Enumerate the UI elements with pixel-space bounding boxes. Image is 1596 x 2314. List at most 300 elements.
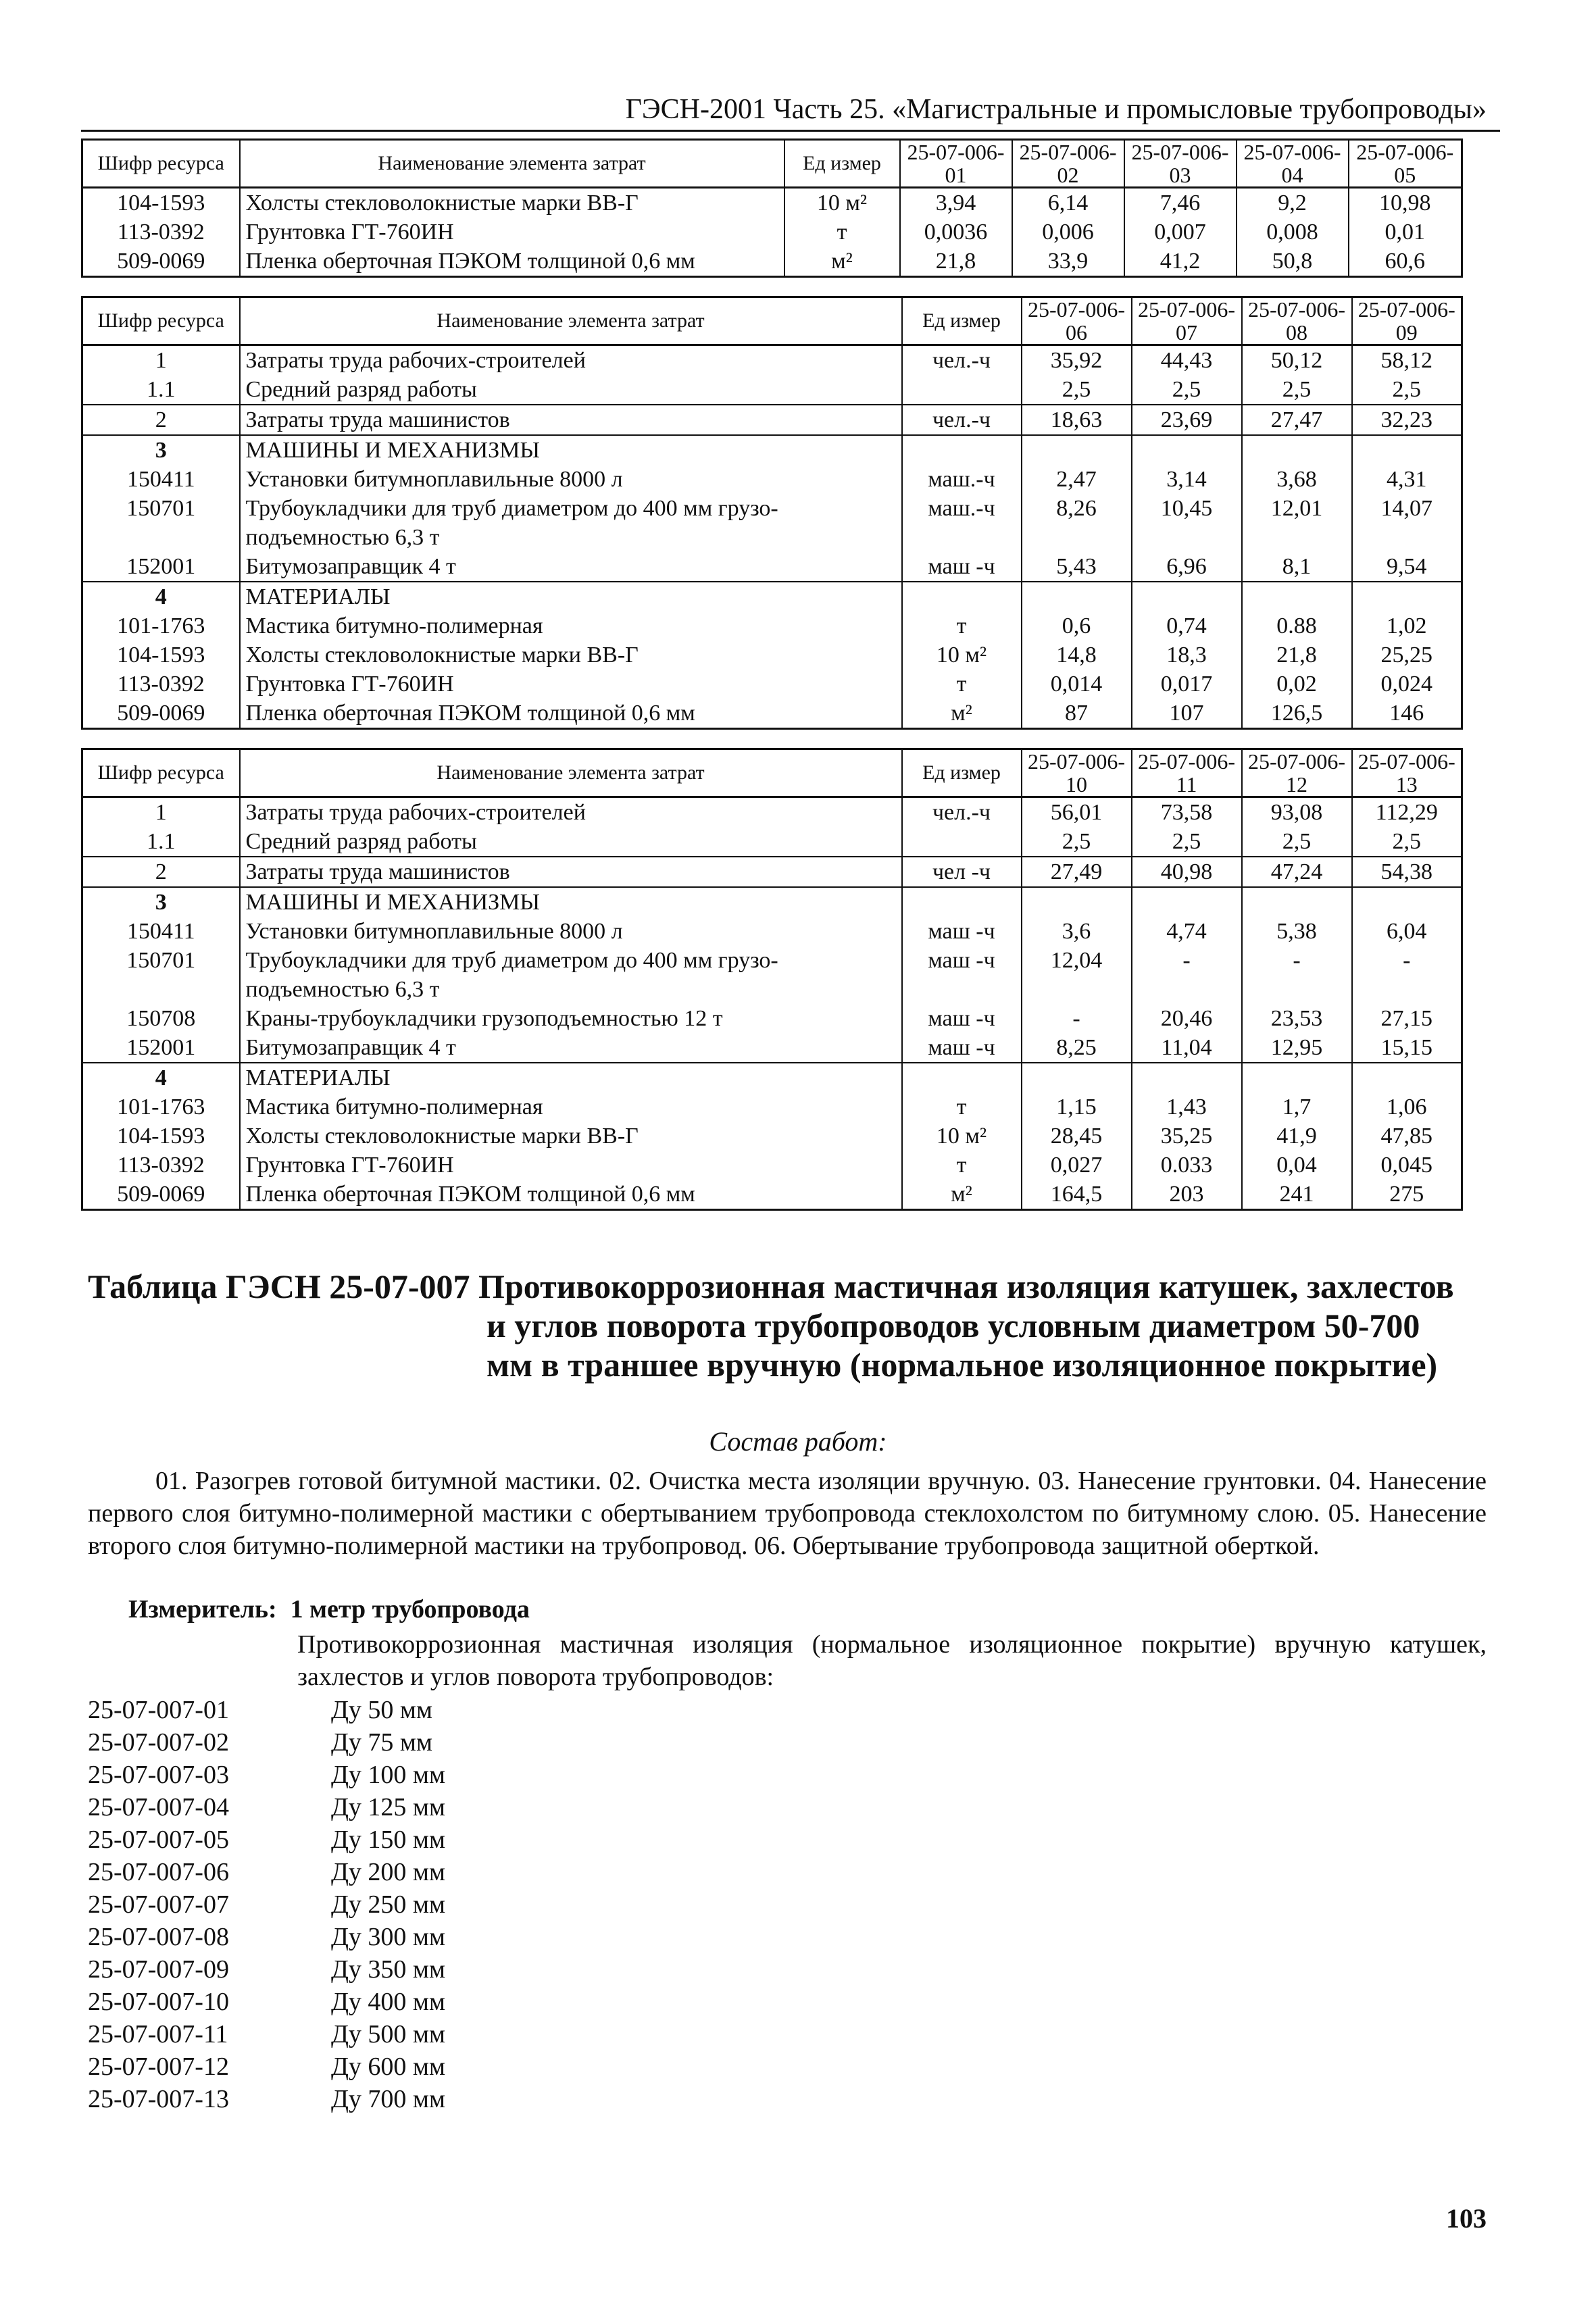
column-header: Наименование элемента затрат [240,749,902,797]
column-header: 25-07-006-10 [1022,749,1132,797]
resource-value: 1,15 [1022,1092,1132,1122]
column-header: 25-07-006-13 [1352,749,1462,797]
resource-name: Пленка оберточная ПЭКОМ толщиной 0,6 мм [240,247,784,277]
resource-name: Установки битумноплавильные 8000 л [240,917,902,946]
item-row [88,2083,445,2115]
resource-value: 2,5 [1352,375,1462,405]
item-code: 25-07-007-12 [88,2053,229,2081]
table-row [82,946,1462,1004]
resource-name: Холсты стекловолокнистые марки ВВ-Г [240,640,902,670]
resource-code: 150708 [82,1004,240,1033]
column-header: Шифр ресурса [82,749,240,797]
resource-value: 18,3 [1132,640,1242,670]
resource-value: 0,01 [1349,218,1462,247]
table-row [82,611,1462,640]
resource-value: 107 [1132,699,1242,729]
table-row [82,640,1462,670]
resource-value: 3,14 [1132,465,1242,494]
resource-code: 101-1763 [82,1092,240,1122]
resource-table-2 [81,296,1463,730]
resource-value: 146 [1352,699,1462,729]
item-list [88,1694,445,2115]
resource-unit: м² [902,1180,1022,1210]
resource-value: 2,5 [1132,375,1242,405]
resource-value [1352,582,1462,611]
item-code: 25-07-007-11 [88,2020,228,2048]
resource-unit: чел.-ч [902,345,1022,376]
resource-name: Холсты стекловолокнистые марки ВВ-Г [240,188,784,218]
column-header: Наименование элемента затрат [240,140,784,188]
resource-unit [902,582,1022,611]
table-header-row [82,140,1462,188]
resource-unit: маш -ч [902,917,1022,946]
resource-value: 0,006 [1012,218,1124,247]
table-row [82,857,1462,887]
resource-value: 44,43 [1132,345,1242,376]
resource-value: 4,74 [1132,917,1242,946]
resource-value [1242,1063,1352,1092]
resource-unit: т [902,1151,1022,1180]
page-number: 103 [1446,2203,1487,2234]
resource-name: Средний разряд работы [240,375,902,405]
resource-value: 50,12 [1242,345,1352,376]
resource-value: 112,29 [1352,797,1462,828]
resource-code: 150701 [82,494,240,552]
resource-value: 14,07 [1352,494,1462,552]
resource-value: 2,47 [1022,465,1132,494]
resource-value: 73,58 [1132,797,1242,828]
resource-code: 1 [82,797,240,828]
column-header: Ед измер [902,297,1022,345]
resource-value: 21,8 [1242,640,1352,670]
column-header: 25-07-006-03 [1124,140,1237,188]
resource-value [1022,435,1132,465]
resource-value [1132,435,1242,465]
resource-value: 27,49 [1022,857,1132,887]
column-header: Шифр ресурса [82,297,240,345]
resource-name: Мастика битумно-полимерная [240,611,902,640]
resource-value: 241 [1242,1180,1352,1210]
resource-unit [902,435,1022,465]
resource-unit: маш -ч [902,946,1022,1004]
resource-code: 152001 [82,552,240,582]
resource-value: 60,6 [1349,247,1462,277]
table-row [82,405,1462,435]
resource-value: 56,01 [1022,797,1132,828]
title-line-2: и углов поворота трубопроводов условным диаметром 50-700 [487,1307,1420,1344]
resource-value: 15,15 [1352,1033,1462,1063]
table-row [82,917,1462,946]
resource-unit: 10 м² [902,640,1022,670]
resource-unit [902,1063,1022,1092]
resource-name: Средний разряд работы [240,827,902,857]
resource-value: 5,38 [1242,917,1352,946]
resource-unit: т [784,218,900,247]
resource-name: Мастика битумно-полимерная [240,1092,902,1122]
resource-unit: маш.-ч [902,465,1022,494]
resource-unit: 10 м² [902,1122,1022,1151]
item-row [88,1888,445,1921]
table-header-row [82,297,1462,345]
resource-unit: м² [902,699,1022,729]
resource-value: 164,5 [1022,1180,1132,1210]
resource-value: 275 [1352,1180,1462,1210]
table-row [82,887,1462,917]
item-code: 25-07-007-06 [88,1858,229,1886]
column-header: 25-07-006-06 [1022,297,1132,345]
column-header: 25-07-006-07 [1132,297,1242,345]
resource-name: Грунтовка ГТ-760ИН [240,670,902,699]
resource-value: 6,04 [1352,917,1462,946]
table-row [82,1151,1462,1180]
resource-value: 21,8 [900,247,1012,277]
table-row [82,188,1462,218]
header-title: ГЭСН-2001 Часть 25. «Магистральные и промысловые трубопроводы» [625,94,1487,125]
resource-value [1132,1063,1242,1092]
resource-value [1022,887,1132,917]
resource-unit: т [902,611,1022,640]
resource-code: 150411 [82,465,240,494]
resource-value: 10,98 [1349,188,1462,218]
resource-name: Битумозаправщик 4 т [240,1033,902,1063]
resource-value: 10,45 [1132,494,1242,552]
resource-name: Затраты труда рабочих-строителей [240,345,902,376]
resource-value: 41,9 [1242,1122,1352,1151]
resource-code: 4 [82,1063,240,1092]
table-row [82,552,1462,582]
item-label: Ду 250 мм [331,1890,446,1919]
meter-label: Измеритель: [128,1595,277,1624]
resource-value: 1,43 [1132,1092,1242,1122]
resource-value: 11,04 [1132,1033,1242,1063]
resource-unit: маш -ч [902,552,1022,582]
resource-value: 93,08 [1242,797,1352,828]
resource-table-3 [81,748,1463,1211]
item-code: 25-07-007-03 [88,1761,229,1789]
meter-value: 1 метр трубопровода [290,1595,530,1624]
resource-value: 0,014 [1022,670,1132,699]
resource-name: Затраты труда рабочих-строителей [240,797,902,828]
resource-name: МАТЕРИАЛЫ [240,582,902,611]
resource-value: 0,04 [1242,1151,1352,1180]
table-row [82,465,1462,494]
table-header-row [82,749,1462,797]
resource-value: - [1352,946,1462,1004]
resource-value: 2,5 [1242,827,1352,857]
resource-value: 9,54 [1352,552,1462,582]
resource-code: 113-0392 [82,670,240,699]
resource-value: 6,96 [1132,552,1242,582]
resource-unit: 10 м² [784,188,900,218]
resource-value [1242,435,1352,465]
table-row [82,1092,1462,1122]
resource-value: 41,2 [1124,247,1237,277]
resource-name: Грунтовка ГТ-760ИН [240,218,784,247]
item-row [88,1921,445,1953]
resource-value: 0,0036 [900,218,1012,247]
resource-code: 2 [82,405,240,435]
resource-code: 150701 [82,946,240,1004]
resource-code: 101-1763 [82,611,240,640]
resource-value [1022,1063,1132,1092]
resource-value: - [1022,1004,1132,1033]
item-label: Ду 125 мм [331,1793,446,1821]
composition-text: 01. Разогрев готовой битумной мастики. 02. Очистка места изоляции вручную. 03. Нанесение грунтовки. 04. Нанесение первого слоя битумно-полимерной мастики с обертыванием трубопровода стеклохолстом по битумному слою. 05. Нанесение второго слоя битумно-полимерной мастики на трубопровод. 06. Обертывание трубопровода защитной оберткой. [88,1467,1487,1560]
resource-value: 0,008 [1237,218,1349,247]
resource-value: 4,31 [1352,465,1462,494]
resource-value: 8,26 [1022,494,1132,552]
resource-unit: т [902,670,1022,699]
resource-value: 3,6 [1022,917,1132,946]
resource-value: 8,1 [1242,552,1352,582]
resource-name: Установки битумноплавильные 8000 л [240,465,902,494]
item-label: Ду 500 мм [331,2020,446,2048]
table-row [82,1180,1462,1210]
item-row [88,1856,445,1888]
table-row [82,670,1462,699]
resource-value: 0.88 [1242,611,1352,640]
resource-value: 23,69 [1132,405,1242,435]
resource-value: 0,045 [1352,1151,1462,1180]
resource-unit: чел.-ч [902,797,1022,828]
item-row [88,2051,445,2083]
resource-value: 9,2 [1237,188,1349,218]
item-row [88,1759,445,1791]
table-row [82,1004,1462,1033]
table-row [82,1033,1462,1063]
item-code: 25-07-007-05 [88,1826,229,1854]
resource-name: Затраты труда машинистов [240,405,902,435]
resource-code: 4 [82,582,240,611]
table-row [82,247,1462,277]
resource-name: Трубоукладчики для труб диаметром до 400 мм грузо-подъемностью 6,3 т [240,494,902,552]
item-code: 25-07-007-04 [88,1793,229,1821]
item-label: Ду 150 мм [331,1826,446,1854]
resource-value: 3,94 [900,188,1012,218]
resource-value: 1,7 [1242,1092,1352,1122]
table-title [88,1267,1507,1384]
item-code: 25-07-007-10 [88,1988,229,2016]
resource-name: Пленка оберточная ПЭКОМ толщиной 0,6 мм [240,1180,902,1210]
table-row [82,797,1462,828]
item-label: Ду 400 мм [331,1988,446,2016]
resource-code: 509-0069 [82,247,240,277]
resource-code: 104-1593 [82,188,240,218]
resource-value: 12,95 [1242,1033,1352,1063]
resource-value: 20,46 [1132,1004,1242,1033]
column-header: 25-07-006-04 [1237,140,1349,188]
item-code: 25-07-007-09 [88,1955,229,1984]
resource-value: 58,12 [1352,345,1462,376]
resource-value: 25,25 [1352,640,1462,670]
resource-name: Холсты стекловолокнистые марки ВВ-Г [240,1122,902,1151]
resource-code: 152001 [82,1033,240,1063]
resource-code: 3 [82,435,240,465]
resource-value: 2,5 [1022,827,1132,857]
resource-code: 104-1593 [82,640,240,670]
item-label: Ду 600 мм [331,2053,446,2081]
resource-value: 6,14 [1012,188,1124,218]
table-row [82,827,1462,857]
item-row [88,1986,445,2018]
resource-value [1352,1063,1462,1092]
resource-value [1352,435,1462,465]
resource-value [1352,887,1462,917]
item-label: Ду 300 мм [331,1923,446,1951]
resource-value: 2,5 [1022,375,1132,405]
column-header: Ед измер [902,749,1022,797]
resource-value: 47,85 [1352,1122,1462,1151]
meter [128,1594,543,1624]
resource-name: Битумозаправщик 4 т [240,552,902,582]
resource-value: 35,25 [1132,1122,1242,1151]
resource-value: 0,02 [1242,670,1352,699]
item-code: 25-07-007-08 [88,1923,229,1951]
column-header: 25-07-006-12 [1242,749,1352,797]
resource-code: 150411 [82,917,240,946]
composition-label: Состав работ: [709,1426,887,1457]
resource-value: 5,43 [1022,552,1132,582]
item-row [88,1953,445,1986]
item-label: Ду 350 мм [331,1955,446,1984]
item-row [88,1823,445,1856]
column-header: 25-07-006-05 [1349,140,1462,188]
resource-code: 1.1 [82,375,240,405]
table-row [82,218,1462,247]
resource-code: 1 [82,345,240,376]
table-row [82,435,1462,465]
page-header [81,88,1500,132]
item-row [88,2018,445,2051]
resource-value: 40,98 [1132,857,1242,887]
resource-value: 12,01 [1242,494,1352,552]
intro-text: Противокоррозионная мастичная изоляция (нормальное изоляционное покрытие) вручную катушек, захлестов и углов поворота трубопроводов: [297,1630,1487,1691]
resource-value: 7,46 [1124,188,1237,218]
resource-name: МАШИНЫ И МЕХАНИЗМЫ [240,887,902,917]
resource-unit: т [902,1092,1022,1122]
title-line-3: мм в траншее вручную (нормальное изоляционное покрытие) [487,1346,1438,1384]
item-label: Ду 75 мм [331,1728,433,1757]
table-row [82,345,1462,376]
resource-name: Грунтовка ГТ-760ИН [240,1151,902,1180]
resource-value: 27,47 [1242,405,1352,435]
resource-name: Трубоукладчики для труб диаметром до 400 мм грузо-подъемностью 6,3 т [240,946,902,1004]
table-row [82,494,1462,552]
resource-value: 12,04 [1022,946,1132,1004]
resource-unit: чел.-ч [902,405,1022,435]
resource-code: 3 [82,887,240,917]
resource-unit [902,827,1022,857]
resource-value: 2,5 [1242,375,1352,405]
column-header: 25-07-006-09 [1352,297,1462,345]
resource-value: 0,024 [1352,670,1462,699]
resource-value: 0,017 [1132,670,1242,699]
resource-value: 27,15 [1352,1004,1462,1033]
resource-name: МАШИНЫ И МЕХАНИЗМЫ [240,435,902,465]
item-row [88,1694,445,1726]
item-label: Ду 200 мм [331,1858,446,1886]
resource-value: 14,8 [1022,640,1132,670]
resource-unit [902,887,1022,917]
resource-value: 47,24 [1242,857,1352,887]
item-code: 25-07-007-13 [88,2085,229,2113]
resource-value: 2,5 [1132,827,1242,857]
resource-value [1242,887,1352,917]
resource-unit: м² [784,247,900,277]
column-header: 25-07-006-02 [1012,140,1124,188]
item-row [88,1726,445,1759]
item-label: Ду 100 мм [331,1761,446,1789]
resource-value: 1,06 [1352,1092,1462,1122]
table-row [82,699,1462,729]
resource-value: 0,6 [1022,611,1132,640]
resource-value: 8,25 [1022,1033,1132,1063]
resource-value: 87 [1022,699,1132,729]
resource-unit: маш.-ч [902,494,1022,552]
table-row [82,375,1462,405]
column-header: 25-07-006-01 [900,140,1012,188]
resource-value: 54,38 [1352,857,1462,887]
item-code: 25-07-007-07 [88,1890,229,1919]
item-row [88,1791,445,1823]
column-header: 25-07-006-11 [1132,749,1242,797]
resource-code: 113-0392 [82,218,240,247]
resource-code: 509-0069 [82,1180,240,1210]
resource-value [1022,582,1132,611]
column-header: Шифр ресурса [82,140,240,188]
resource-value: 50,8 [1237,247,1349,277]
resource-value: 33,9 [1012,247,1124,277]
resource-value: 0.033 [1132,1151,1242,1180]
resource-value [1132,887,1242,917]
column-header: 25-07-006-08 [1242,297,1352,345]
resource-name: Затраты труда машинистов [240,857,902,887]
resource-value [1242,582,1352,611]
table-row [82,582,1462,611]
resource-value: 0,74 [1132,611,1242,640]
resource-name: Пленка оберточная ПЭКОМ толщиной 0,6 мм [240,699,902,729]
resource-name: МАТЕРИАЛЫ [240,1063,902,1092]
resource-value: 203 [1132,1180,1242,1210]
resource-unit: маш -ч [902,1033,1022,1063]
item-code: 25-07-007-02 [88,1728,229,1757]
column-header: Ед измер [784,140,900,188]
resource-code: 2 [82,857,240,887]
resource-value: 35,92 [1022,345,1132,376]
resource-value: 2,5 [1352,827,1462,857]
title-line-1: Таблица ГЭСН 25-07-007 Противокоррозионная мастичная изоляция катушек, захлестов [88,1267,1454,1305]
resource-value: 3,68 [1242,465,1352,494]
resource-value: - [1242,946,1352,1004]
resource-value: - [1132,946,1242,1004]
item-label: Ду 700 мм [331,2085,446,2113]
resource-value: 0,027 [1022,1151,1132,1180]
resource-value: 23,53 [1242,1004,1352,1033]
column-header: Наименование элемента затрат [240,297,902,345]
resource-unit: чел -ч [902,857,1022,887]
resource-unit: маш -ч [902,1004,1022,1033]
resource-name: Краны-трубоукладчики грузоподъемностью 12 т [240,1004,902,1033]
resource-value: 18,63 [1022,405,1132,435]
resource-code: 1.1 [82,827,240,857]
resource-value: 126,5 [1242,699,1352,729]
item-label: Ду 50 мм [331,1696,433,1724]
resource-table-1 [81,139,1463,278]
resource-code: 113-0392 [82,1151,240,1180]
resource-value: 32,23 [1352,405,1462,435]
resource-unit [902,375,1022,405]
resource-value: 0,007 [1124,218,1237,247]
